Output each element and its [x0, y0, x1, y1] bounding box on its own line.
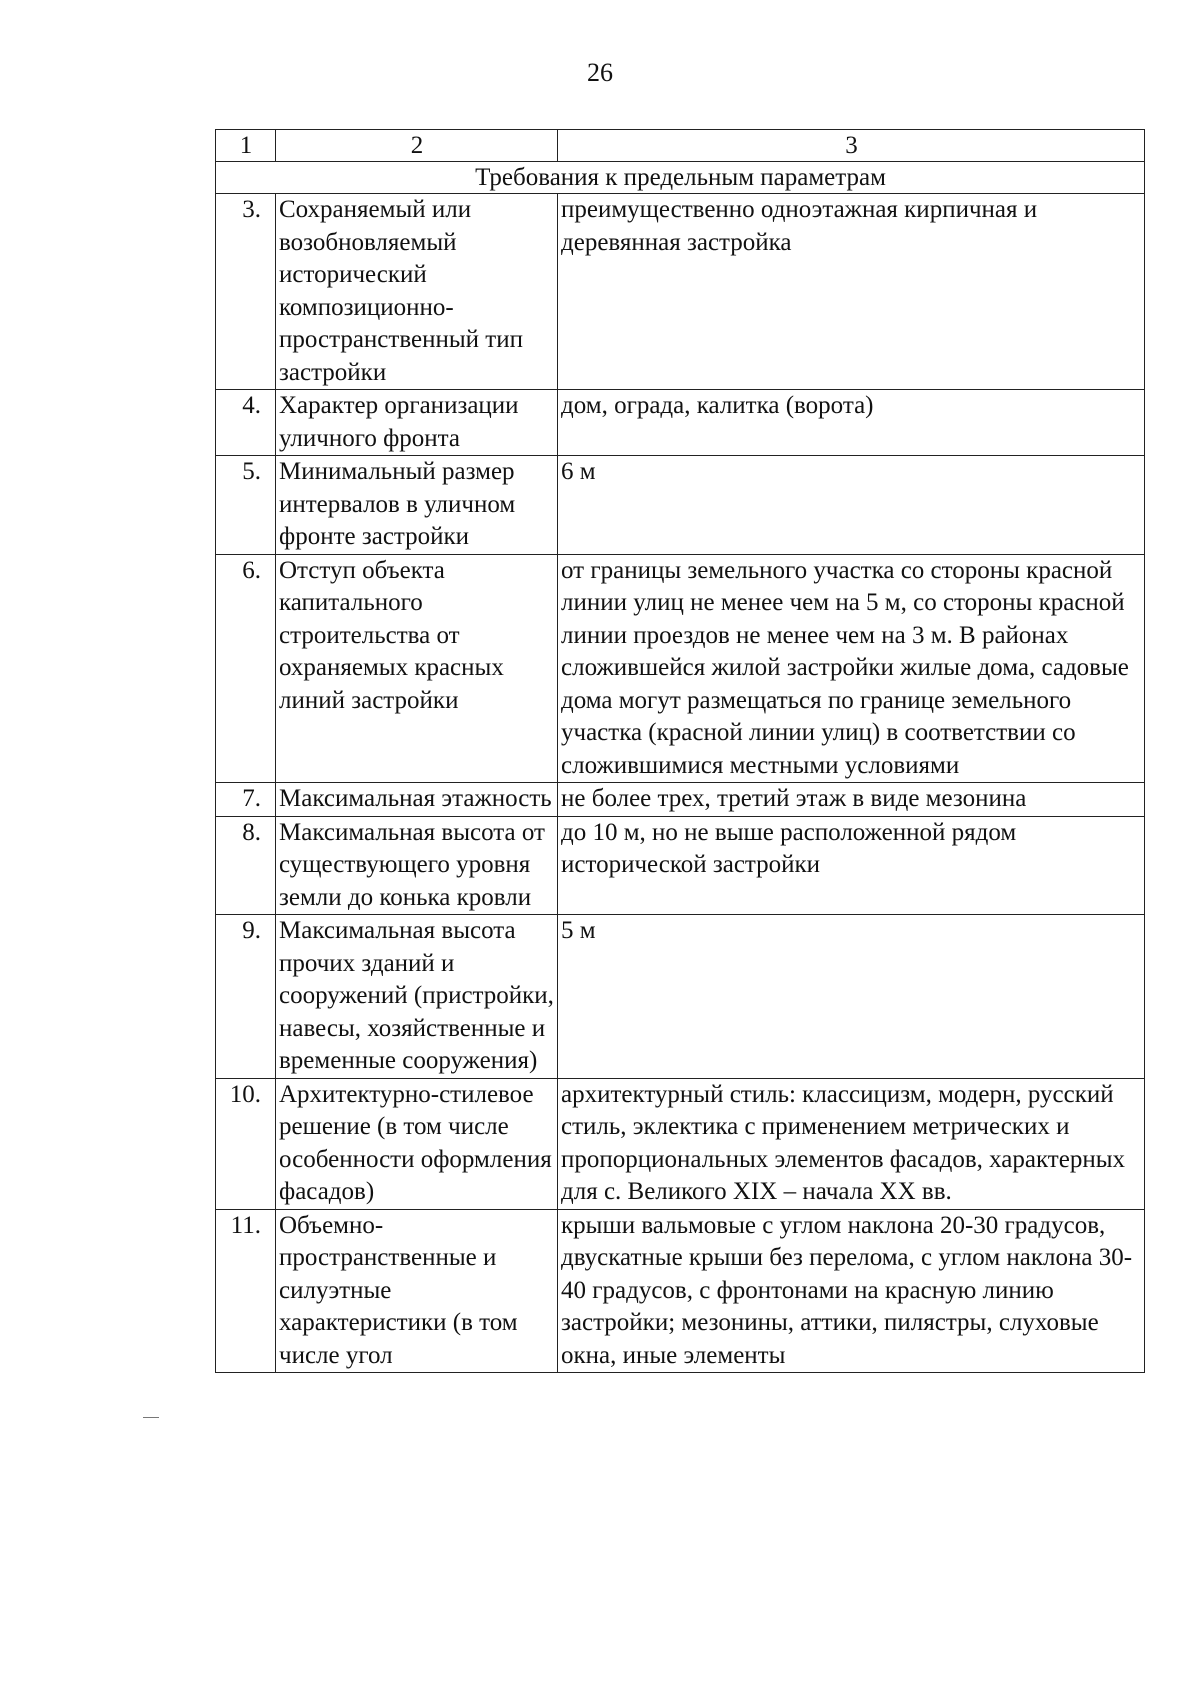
row-number: 4.: [216, 390, 276, 456]
table-row: [216, 390, 1145, 456]
parameter-value: не более трех, третий этаж в виде мезонина: [558, 783, 1145, 817]
parameter-name: Минимальный размер интервалов в уличном фронте застройки: [276, 456, 558, 555]
section-row: [216, 162, 1145, 194]
parameter-value: 6 м: [558, 456, 1145, 555]
parameter-name: Максимальная высота прочих зданий и сооружений (пристройки, навесы, хозяйственные и временные сооружения): [276, 915, 558, 1079]
parameter-value: до 10 м, но не выше расположенной рядом исторической застройки: [558, 816, 1145, 915]
parameter-value: от границы земельного участка со стороны красной линии улиц не менее чем на 5 м, со стороны красной линии проездов не менее чем на 3 м. В районах сложившейся жилой застройки жилые дома, садовые дома могут размещаться по границе земельного участка (красной линии улиц) в соответствии со сложившимися местными условиями: [558, 554, 1145, 783]
row-number: 8.: [216, 816, 276, 915]
parameter-value: 5 м: [558, 915, 1145, 1079]
header-col-1: 1: [216, 130, 276, 162]
table-row: [216, 783, 1145, 817]
table-row: [216, 1209, 1145, 1373]
parameter-value: дом, ограда, калитка (ворота): [558, 390, 1145, 456]
parameter-value: архитектурный стиль: классицизм, модерн, русский стиль, эклектика с применением метрических и пропорциональных элементов фасадов, характерных для с. Великого XIX – начала XX вв.: [558, 1078, 1145, 1209]
parameter-name: Максимальная этажность: [276, 783, 558, 817]
row-number: 11.: [216, 1209, 276, 1373]
section-title: Требования к предельным параметрам: [216, 162, 1145, 194]
table-row: [216, 915, 1145, 1079]
table-row: [216, 194, 1145, 390]
table-row: [216, 554, 1145, 783]
parameter-value: крыши вальмовые с углом наклона 20-30 градусов, двускатные крыши без перелома, с углом наклона 30-40 градусов, с фронтонами на красную линию застройки; мезонины, аттики, пилястры, слуховые окна, иные элементы: [558, 1209, 1145, 1373]
header-col-3: 3: [558, 130, 1145, 162]
requirements-table: [215, 129, 1145, 1373]
table-header-row: [216, 130, 1145, 162]
parameter-value: преимущественно одноэтажная кирпичная и деревянная застройка: [558, 194, 1145, 390]
table-row: [216, 456, 1145, 555]
row-number: 7.: [216, 783, 276, 817]
parameter-name: Объемно-пространственные и силуэтные характеристики (в том числе угол: [276, 1209, 558, 1373]
row-number: 10.: [216, 1078, 276, 1209]
row-number: 9.: [216, 915, 276, 1079]
row-number: 5.: [216, 456, 276, 555]
margin-mark: [143, 1417, 159, 1418]
parameter-name: Сохраняемый или возобновляемый исторический композиционно-пространственный тип застройки: [276, 194, 558, 390]
row-number: 6.: [216, 554, 276, 783]
parameter-name: Отступ объекта капитального строительства от охраняемых красных линий застройки: [276, 554, 558, 783]
parameter-name: Максимальная высота от существующего уровня земли до конька кровли: [276, 816, 558, 915]
parameter-name: Архитектурно-стилевое решение (в том числе особенности оформления фасадов): [276, 1078, 558, 1209]
table-row: [216, 816, 1145, 915]
table-row: [216, 1078, 1145, 1209]
header-col-2: 2: [276, 130, 558, 162]
row-number: 3.: [216, 194, 276, 390]
page-number: 26: [587, 58, 613, 87]
parameter-name: Характер организации уличного фронта: [276, 390, 558, 456]
